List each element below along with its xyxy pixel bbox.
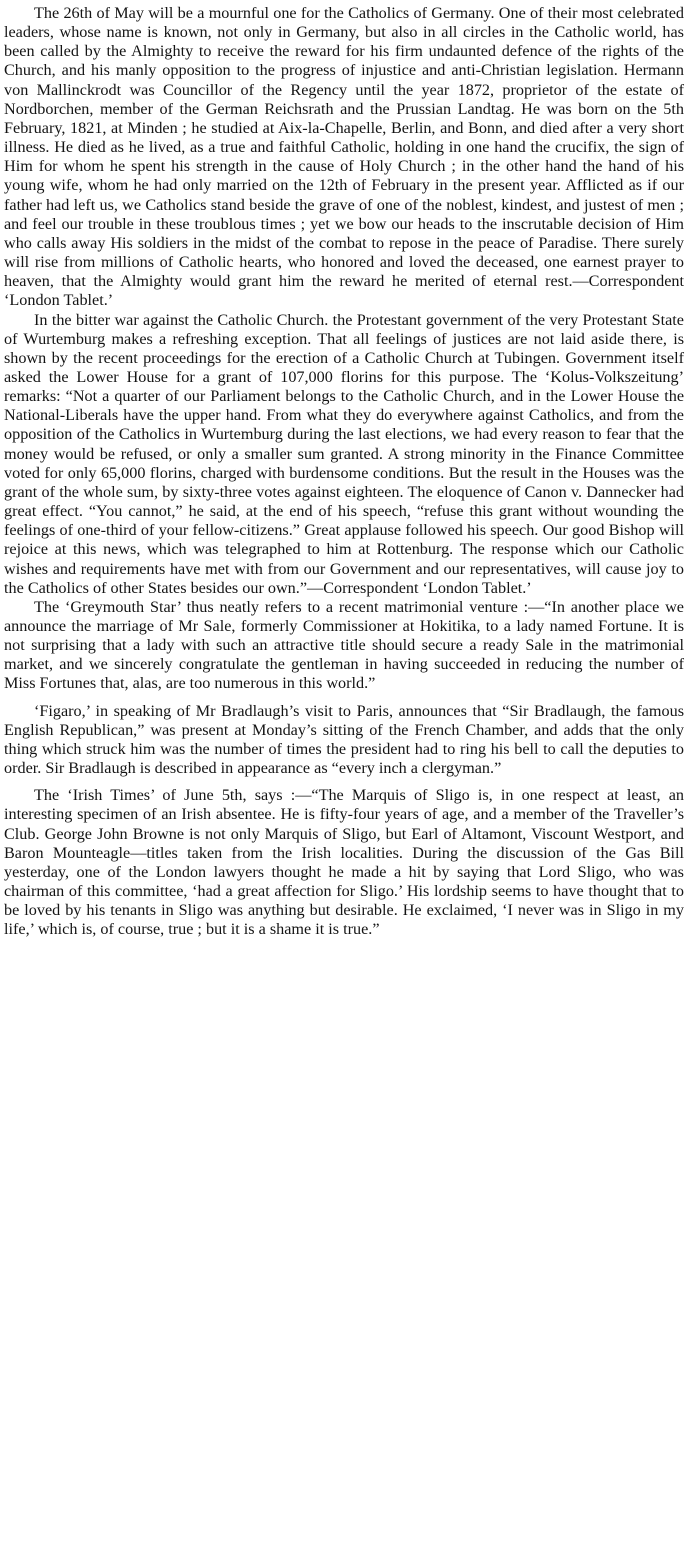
paragraph-figaro-bradlaugh: ‘Figaro,’ in speaking of Mr Bradlaugh’s visit to Paris, announces that “Sir Bradlaugh, the famous English Republican,” was present at Monday’s sitting of the French Chamber, and adds that the only thing which struck him was the number of times the president had to ring his bell to call the deputies to order. Sir Bradlaugh is described in appearance as “every inch a clergyman.” xyxy=(4,701,684,778)
paragraph-wurtemburg-church-grant: In the bitter war against the Catholic Church. the Protestant government of the very Protestant State of Wurtemburg makes a refreshing exception. That all feelings of justices are not laid aside there, is shown by the recent proceedings for the erection of a Catholic Church at Tubingen. Government itself asked the Lower House for a grant of 107,000 florins for this purpose. The ‘Kolus-Volkszeitung’ remarks: “Not a quarter of our Parliament belongs to the Catholic Church, and in the Lower House the National-Liberals have the upper hand. From what they do everywhere against Catholics, and from the opposition of the Catholics in Wurtemburg during the last elections, we had every reason to fear that the money would be refused, or only a smaller sum granted. A strong minority in the Finance Committee voted for only 65,000 florins, charged with burdensome conditions. But the result in the Houses was the grant of the whole sum, by sixty-three votes against eighteen. The eloquence of Canon v. Dannecker had great effect. “You cannot,” he said, at the end of his speech, “refuse this grant without wounding the feelings of one-third of your fellow-citizens.” Great applause followed his speech. Our good Bishop will rejoice at this news, which was telegraphed to him at Rottenburg. The response which our Catholic wishes and requirements have met with from our Government and our representatives, will cause joy to the Catholics of other States besides our own.”—Correspondent ‘London Tablet.’ xyxy=(4,310,684,597)
paragraph-mallinckrodt-obituary: The 26th of May will be a mournful one for the Catholics of Germany. One of their most celebrated leaders, whose name is known, not only in Germany, but also in all circles in the Catholic world, has been called by the Almighty to receive the reward for his firm undaunted defence of the rights of the Church, and his manly opposition to the progress of injustice and anti-Christian legislation. Hermann von Mallinckrodt was Councillor of the Regency until the year 1872, proprietor of the estate of Nordborchen, member of the German Reichsrath and the Prussian Landtag. He was born on the 5th February, 1821, at Minden ; he studied at Aix-la-Chapelle, Berlin, and Bonn, and died after a very short illness. He died as he lived, as a true and faithful Catholic, holding in one hand the crucifix, the sign of Him for whom he spent his strength in the cause of Holy Church ; in the other hand the hand of his young wife, whom he had only married on the 12th of February in the present year. Afflicted as if our father had left us, we Catholics stand beside the grave of one of the noblest, kindest, and justest of men ; and feel our trouble in these troublous times ; yet we bow our heads to the inscrutable decision of Him who calls away His soldiers in the midst of the combat to repose in the peace of Paradise. There surely will rise from millions of Catholic hearts, who honored and loved the deceased, one earnest prayer to heaven, that the Almighty would grant him the reward he merited of eternal rest.—Correspondent ‘London Tablet.’ xyxy=(4,4,684,310)
paragraph-irish-times-sligo: The ‘Irish Times’ of June 5th, says :—“The Marquis of Sligo is, in one respect at least, an interesting specimen of an Irish absentee. He is fifty-four years of age, and a member of the Traveller’s Club. George John Browne is not only Marquis of Sligo, but Earl of Altamont, Viscount Westport, and Baron Mounteagle—titles taken from the Irish localities. During the discussion of the Gas Bill yesterday, one of the London lawyers thought he made a hit by saying that Lord Sligo, who was chairman of this committee, ‘had a great affection for Sligo.’ His lordship seems to have thought that to be loved by his tenants in Sligo was anything but desirable. He exclaimed, ‘I never was in Sligo in my life,’ which is, of course, true ; but it is a shame it is true.” xyxy=(4,786,684,939)
paragraph-greymouth-star-marriage: The ‘Greymouth Star’ thus neatly refers to a recent matrimonial venture :—“In another place we announce the marriage of Mr Sale, formerly Commissioner at Hokitika, to a lady named Fortune. It is not surprising that a lady with such an attractive title should secure a ready Sale in the matrimonial market, and we sincerely congratulate the gentleman in having succeeded in reducing the number of Miss Fortunes that, alas, are too numerous in this world.” xyxy=(4,597,684,693)
